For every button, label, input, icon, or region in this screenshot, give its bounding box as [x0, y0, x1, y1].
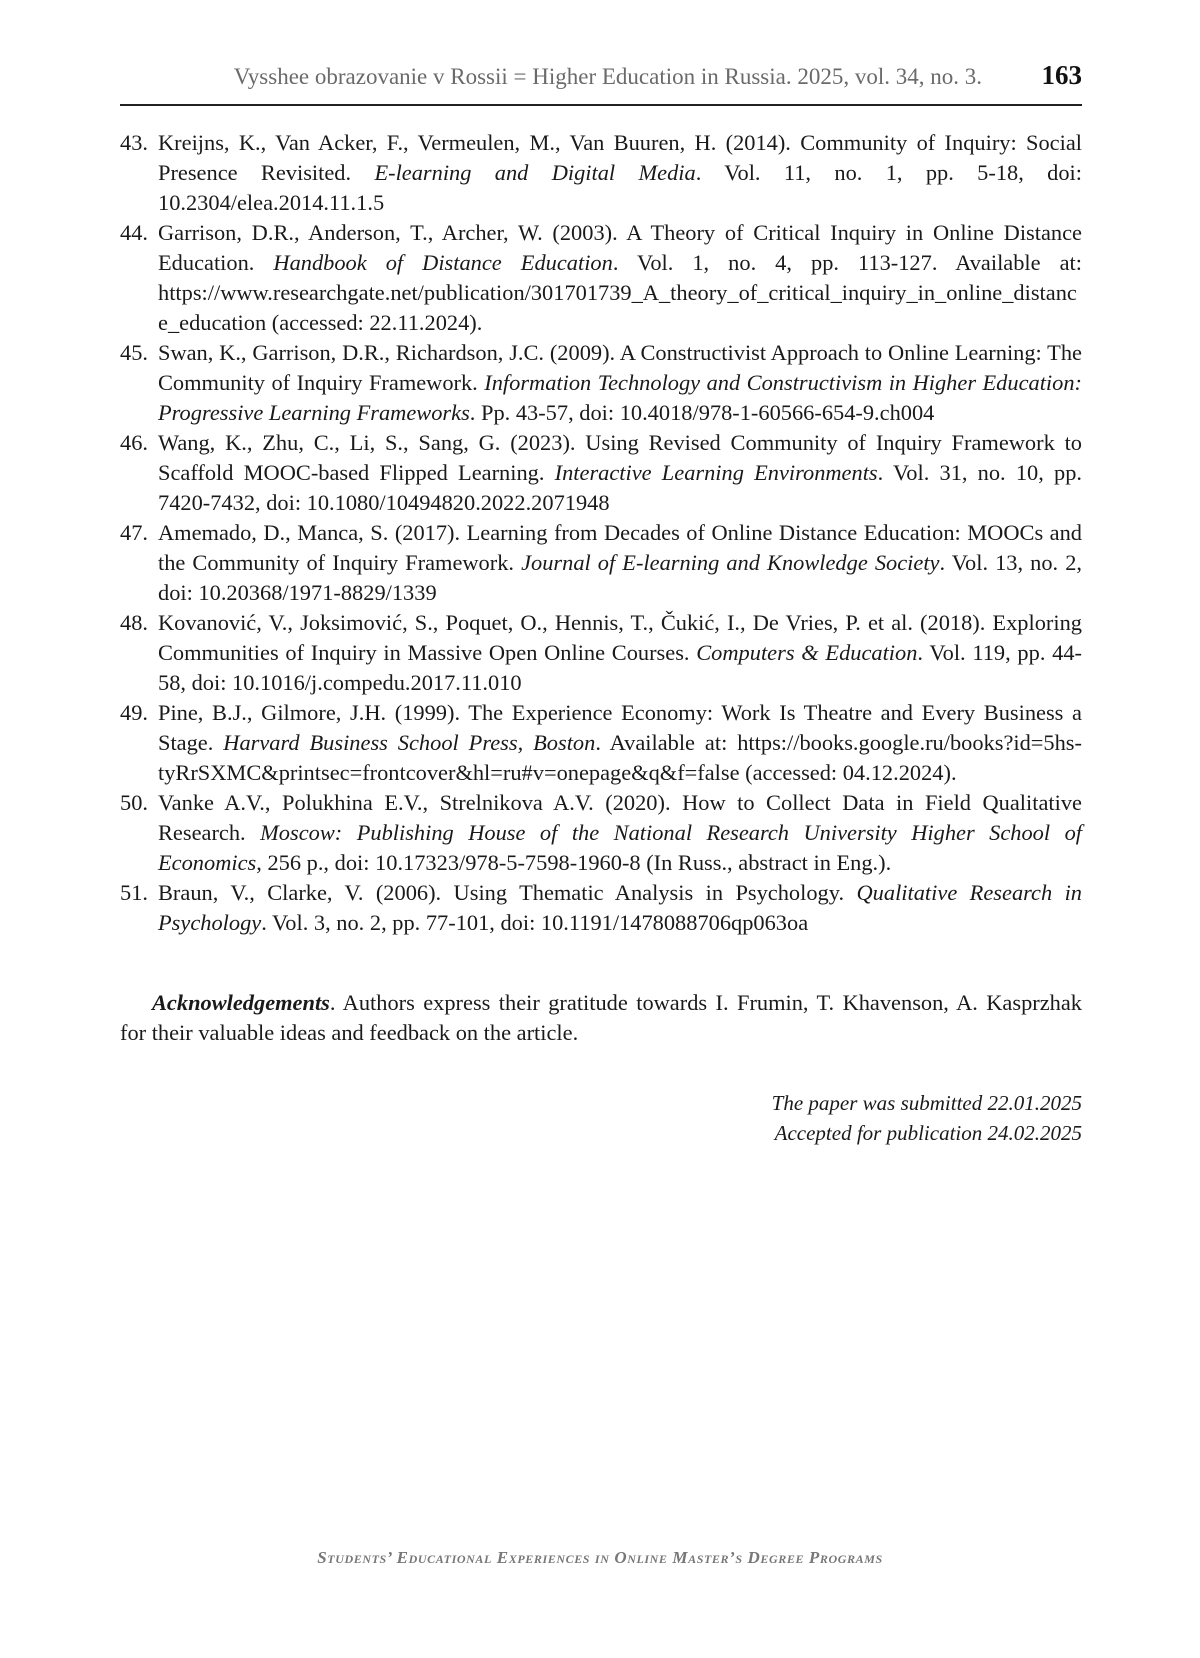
reference-item-46 [120, 428, 1082, 518]
reference-text: Garrison, D.R., Anderson, T., Archer, W. (2003). A Theory of Critical Inquiry in Online Distance Education. [158, 220, 1082, 275]
reference-list [120, 128, 1082, 938]
reference-details: , 256 p., doi: 10.17323/978-5-7598-1960-8 (In Russ., abstract in Eng.). [256, 850, 892, 875]
reference-source: Interactive Learning Environments [554, 460, 878, 485]
reference-source: E-learning and Digital Media [374, 160, 696, 185]
reference-source: Journal of E-learning and Knowledge Society [521, 550, 940, 575]
reference-text: Pine, B.J., Gilmore, J.H. (1999). The Experience Economy: Work Is Theatre and Every Business a Stage. [158, 700, 1082, 755]
reference-text: Kovanović, V., Joksimović, S., Poquet, O., Hennis, T., Čukić, I., De Vries, P. et al. (2018). Exploring Communities of Inquiry in Massive Open Online Courses. [158, 610, 1082, 665]
accepted-date: Accepted for publication 24.02.2025 [774, 1121, 1082, 1145]
reference-number: 48. [120, 610, 148, 635]
page-header [120, 58, 1082, 106]
reference-item-47 [120, 518, 1082, 608]
reference-details: . Pp. 43-57, doi: 10.4018/978-1-60566-654-9.ch004 [469, 400, 935, 425]
reference-item-48 [120, 608, 1082, 698]
submitted-date: The paper was submitted 22.01.2025 [771, 1091, 1082, 1115]
reference-number: 43. [120, 130, 148, 155]
reference-details: . Vol. 13, no. 2, doi: 10.20368/1971-8829/1339 [158, 550, 1083, 605]
running-head: Vysshee obrazovanie v Rossii = Higher Education in Russia. 2025, vol. 34, no. 3. [233, 64, 982, 89]
reference-details: . Vol. 31, no. 10, pp. 7420-7432, doi: 10.1080/10494820.2022.2071948 [158, 460, 1082, 515]
reference-item-45 [120, 338, 1082, 428]
reference-item-44 [120, 218, 1082, 338]
reference-text: Swan, K., Garrison, D.R., Richardson, J.C. (2009). A Constructivist Approach to Online Learning: The Community of Inquiry Framework. [158, 340, 1082, 395]
reference-source: Handbook of Distance Education [273, 250, 613, 275]
reference-number: 50. [120, 790, 148, 815]
reference-source: Moscow: Publishing House of the National Research University Higher School of Economics [158, 820, 1082, 875]
reference-details: . Vol. 11, no. 1, pp. 5-18, doi: 10.2304/elea.2014.11.1.5 [158, 160, 1082, 215]
reference-item-50 [120, 788, 1082, 878]
reference-text: Vanke A.V., Polukhina E.V., Strelnikova A.V. (2020). How to Collect Data in Field Qualitative Research. [158, 790, 1082, 845]
reference-item-43 [120, 128, 1082, 218]
reference-number: 49. [120, 700, 148, 725]
reference-number: 46. [120, 430, 148, 455]
reference-text: Kreijns, K., Van Acker, F., Vermeulen, M., Van Buuren, H. (2014). Community of Inquiry: Social Presence Revisited. [158, 130, 1082, 185]
reference-source: Computers & Education [696, 640, 918, 665]
reference-number: 44. [120, 220, 148, 245]
reference-number: 51. [120, 880, 148, 905]
reference-item-49 [120, 698, 1082, 788]
acknowledgements-text: . Authors express their gratitude towards I. Frumin, T. Khavenson, A. Kasprzhak for their valuable ideas and feedback on the article. [120, 990, 1082, 1045]
reference-details: . Vol. 1, no. 4, pp. 113-127. Available at: https://www.researchgate.net/publication/301701739_A_theory_of_critical_inquiry_in_online_distance_education (accessed: 22.11.2024). [158, 250, 1082, 335]
reference-number: 45. [120, 340, 148, 365]
running-footer: Students’ Educational Experiences in Online Master’s Degree Programs [317, 1548, 883, 1567]
reference-details: . Vol. 3, no. 2, pp. 77-101, doi: 10.1191/1478088706qp063oa [261, 910, 809, 935]
reference-details: . Available at: https://books.google.ru/books?id=5hs-tyRrSXMC&printsec=frontcover&hl=ru#v=onepage&q&f=false (accessed: 04.12.2024). [158, 730, 1082, 785]
reference-source: Information Technology and Constructivism in Higher Education: Progressive Learning Frameworks [158, 370, 1082, 425]
reference-item-51 [120, 878, 1082, 938]
publication-dates [772, 1088, 1082, 1148]
reference-text: Braun, V., Clarke, V. (2006). Using Thematic Analysis in Psychology. [158, 880, 857, 905]
reference-details: . Vol. 119, pp. 44-58, doi: 10.1016/j.compedu.2017.11.010 [158, 640, 1082, 695]
reference-text: Amemado, D., Manca, S. (2017). Learning from Decades of Online Distance Education: MOOCs and the Community of Inquiry Framework. [158, 520, 1082, 575]
reference-source: Harvard Business School Press, Boston [223, 730, 596, 755]
reference-number: 47. [120, 520, 148, 545]
acknowledgements-label: Acknowledgements [152, 990, 330, 1015]
page-number: 163 [1041, 60, 1082, 90]
acknowledgements-paragraph [120, 988, 1082, 1048]
reference-source: Qualitative Research in Psychology [158, 880, 1082, 935]
reference-text: Wang, K., Zhu, C., Li, S., Sang, G. (2023). Using Revised Community of Inquiry Framework to Scaffold MOOC-based Flipped Learning. [158, 430, 1082, 485]
